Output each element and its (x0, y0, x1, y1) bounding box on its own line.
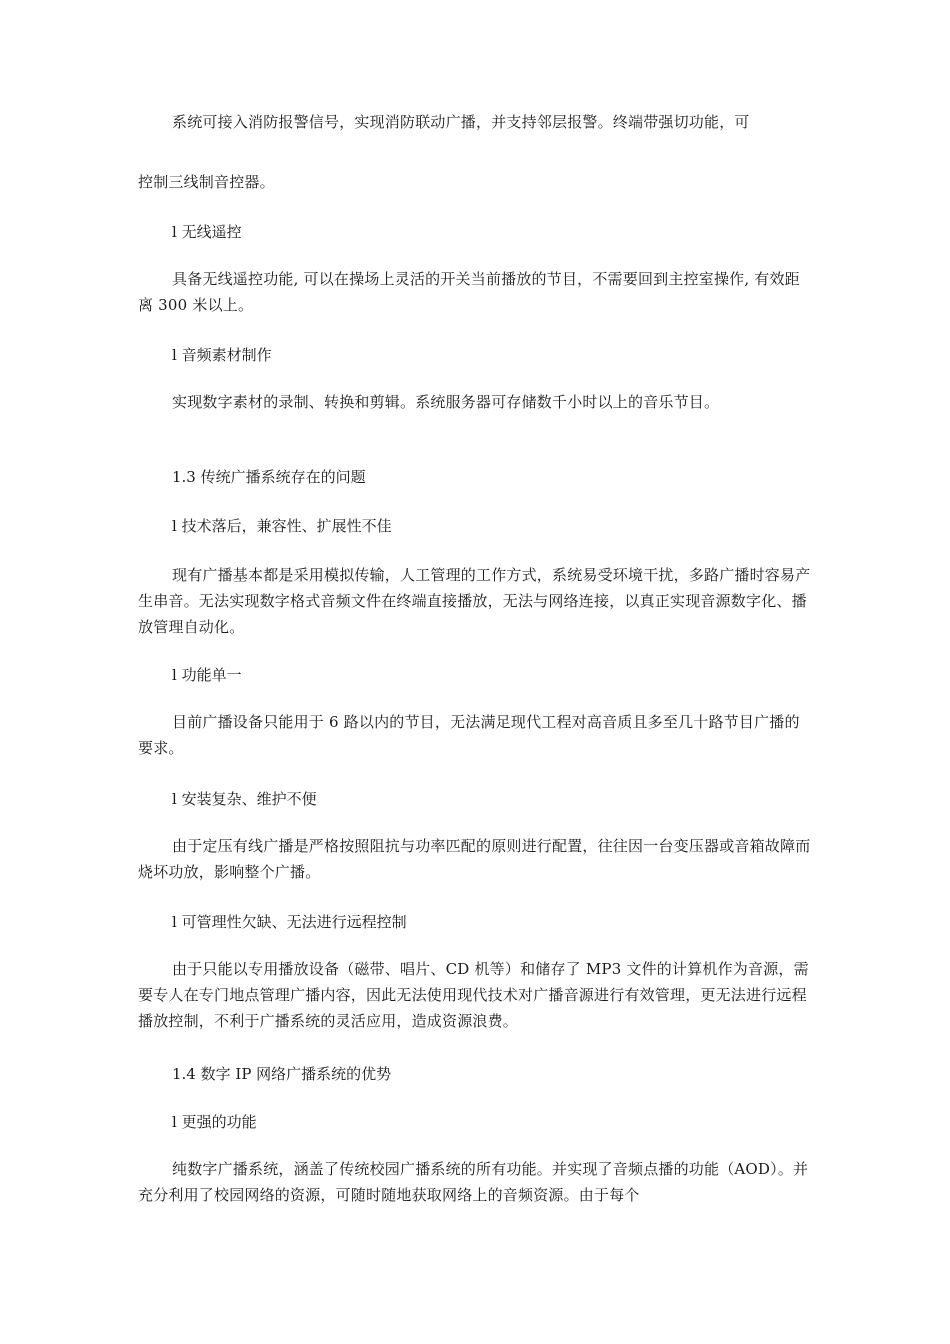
paragraph-fire-alarm: 系统可接入消防报警信号，实现消防联动广播，并支持邻层报警。终端带强切功能，可 (172, 113, 750, 131)
paragraph-stronger-function: 纯数字广播系统，涵盖了传统校园广播系统的所有功能。并实现了音频点播的功能（AOD）。并充分利用了校园网络的资源，可随时随地获取网络上的音频资源。由于每个 (138, 1160, 809, 1204)
heading-complex-install: l 安装复杂、维护不便 (172, 790, 317, 808)
paragraph-audio-material: 实现数字素材的录制、转换和剪辑。系统服务器可存储数千小时以上的音乐节目。 (172, 393, 720, 411)
heading-audio-material: l 音频素材制作 (172, 346, 272, 364)
heading-wireless-remote: l 无线遥控 (172, 223, 242, 241)
heading-section-1-3: 1.3 传统广播系统存在的问题 (172, 468, 366, 486)
heading-section-1-4: 1.4 数字 IP 网络广播系统的优势 (172, 1065, 392, 1083)
heading-tech-backward: l 技术落后，兼容性、扩展性不佳 (172, 517, 392, 535)
paragraph-manageability: 由于只能以专用播放设备（磁带、唱片、CD 机等）和储存了 MP3 文件的计算机作为音源，需要专人在专门地点管理广播内容，因此无法使用现代技术对广播音源进行有效管理，更无法进行远程播放控制，不利于广播系统的灵活应用，造成资源浪费。 (138, 960, 809, 1030)
paragraph-complex-install: 由于定压有线广播是严格按照阻抗与功率匹配的原则进行配置，往往因一台变压器或音箱故障而烧坏功放，影响整个广播。 (138, 837, 811, 881)
paragraph-fire-alarm-continued: 控制三线制音控器。 (138, 173, 275, 191)
heading-single-function: l 功能单一 (172, 666, 242, 684)
heading-stronger-function: l 更强的功能 (172, 1113, 257, 1131)
paragraph-single-function: 目前广播设备只能用于 6 路以内的节目，无法满足现代工程对高音质且多至几十路节目广播的要求。 (138, 713, 800, 757)
paragraph-tech-backward: 现有广播基本都是采用模拟传输，人工管理的工作方式，系统易受环境干扰，多路广播时容易产生串音。无法实现数字格式音频文件在终端直接播放，无法与网络连接，以真正实现音源数字化、播放管理自动化。 (138, 566, 811, 636)
heading-manageability: l 可管理性欠缺、无法进行远程控制 (172, 913, 407, 931)
paragraph-wireless-remote: 具备无线遥控功能, 可以在操场上灵活的开关当前播放的节目，不需要回到主控室操作, 有效距离 300 米以上。 (138, 270, 800, 314)
